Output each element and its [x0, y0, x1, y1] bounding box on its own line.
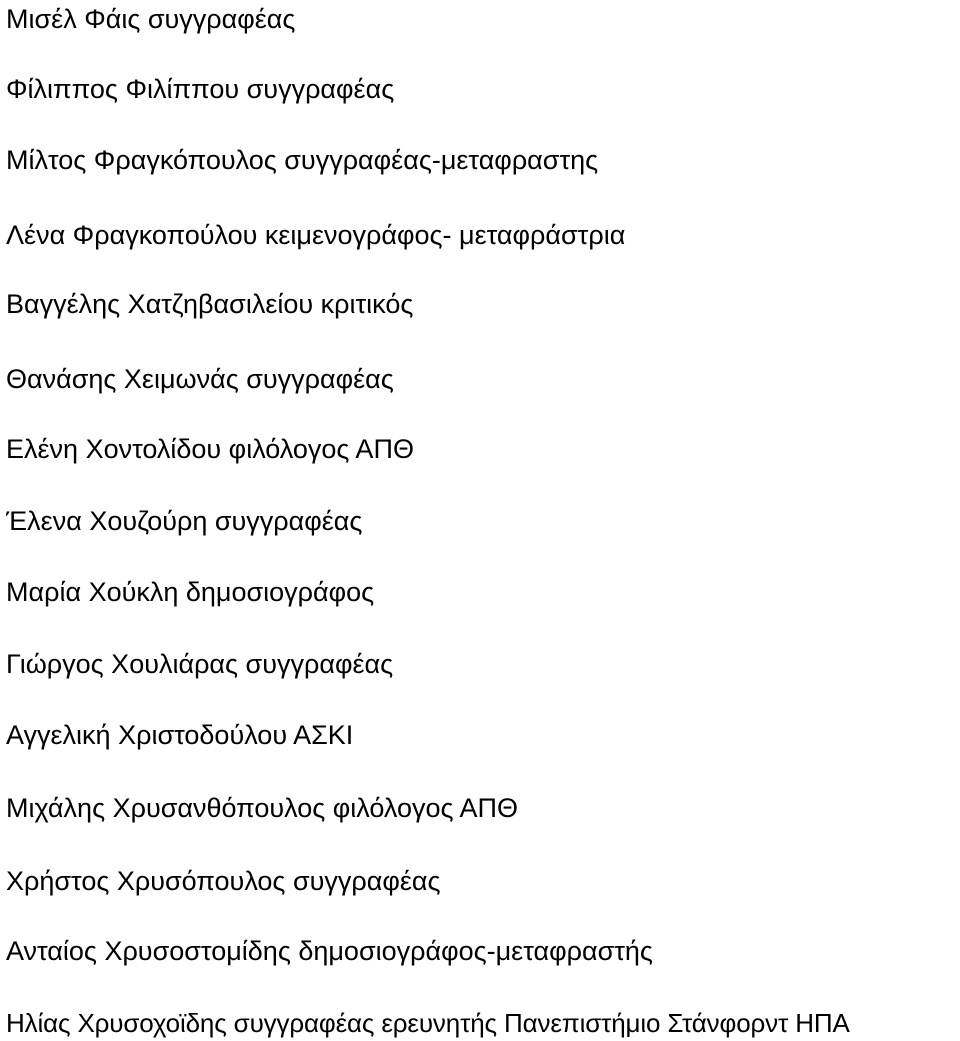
text-line: Θανάσης Χειμωνάς συγγραφέας [6, 364, 394, 394]
text-line: Μισέλ Φάις συγγραφέας [6, 4, 296, 34]
text-line: Έλενα Χουζούρη συγγραφέας [6, 506, 363, 536]
text-line: Χρήστος Χρυσόπουλος συγγραφέας [6, 866, 441, 896]
text-line: Βαγγέλης Χατζηβασιλείου κριτικός [6, 289, 414, 319]
text-line: Λένα Φραγκοπούλου κειμενογράφος- μεταφράστρια [6, 220, 626, 250]
text-line: Ανταίος Χρυσοστομίδης δημοσιογράφος-μεταφραστής [6, 936, 653, 966]
text-line: Μίλτος Φραγκόπουλος συγγραφέας-μεταφραστης [6, 145, 599, 175]
text-line: Αγγελική Χριστοδούλου ΑΣΚΙ [6, 720, 354, 750]
text-line: Ελένη Χοντολίδου φιλόλογος ΑΠΘ [6, 434, 414, 464]
text-line: Φίλιππος Φιλίππου συγγραφέας [6, 74, 395, 104]
text-line: Μιχάλης Χρυσανθόπουλος φιλόλογος ΑΠΘ [6, 793, 519, 823]
text-line: Μαρία Χούκλη δημοσιογράφος [6, 577, 375, 607]
text-line: Ηλίας Χρυσοχοϊδης συγγραφέας ερευνητής Πανεπιστήμιο Στάνφορντ ΗΠΑ [6, 1008, 850, 1038]
text-line: Γιώργος Χουλιάρας συγγραφέας [6, 649, 394, 679]
